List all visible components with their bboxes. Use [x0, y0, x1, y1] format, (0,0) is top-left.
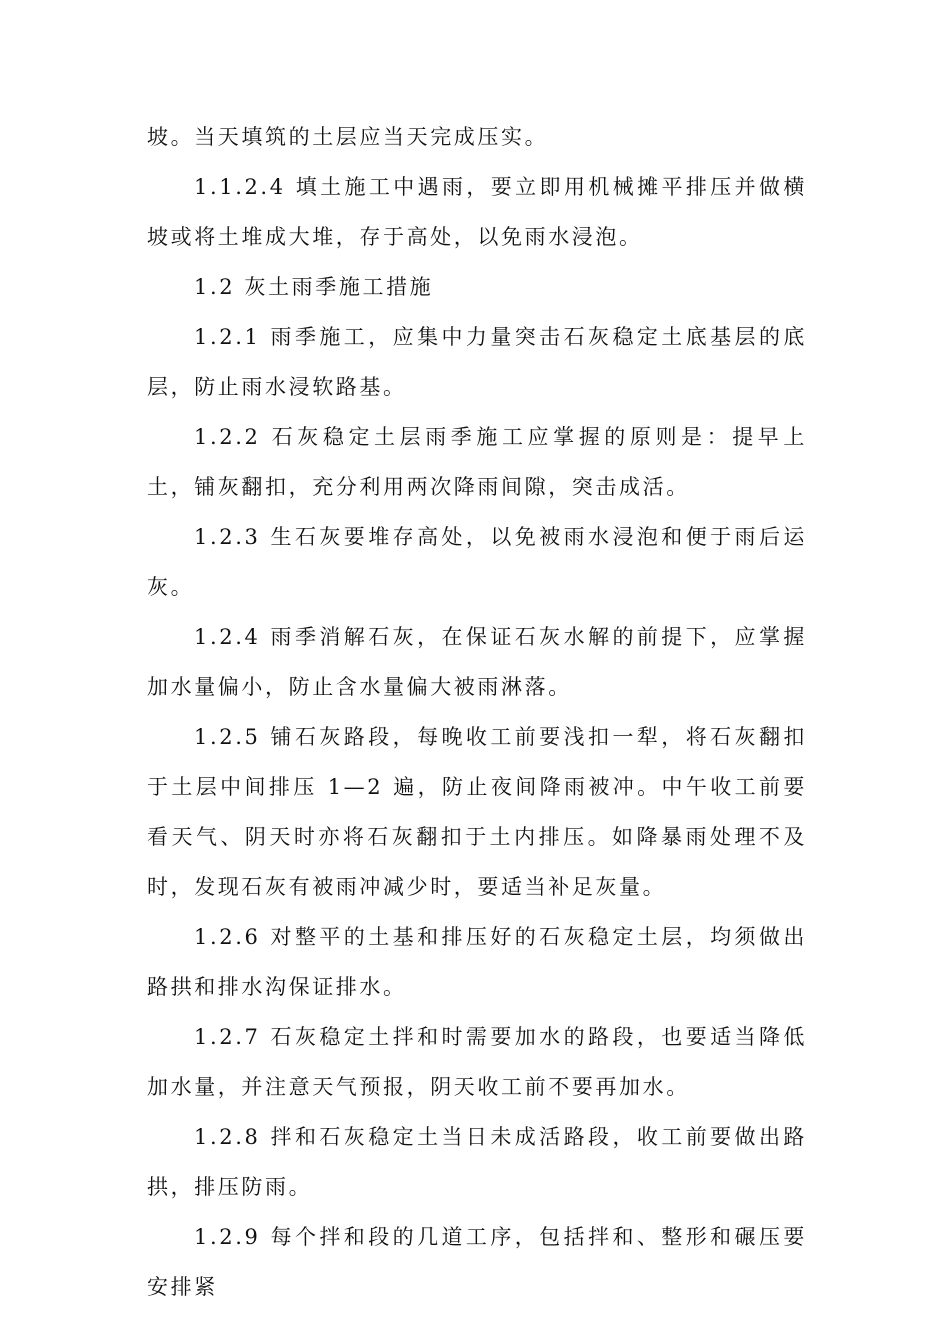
paragraph-1-2-5: 1.2.5 铺石灰路段，每晚收工前要浅扣一犁，将石灰翻扣于土层中间排压 1—2 遍，防止夜间降雨被冲。中午收工前要看天气、阴天时亦将石灰翻扣于土内排压。如降暴雨处理不及时，发现石灰有被雨冲减少时，要适当补足灰量。: [147, 725, 807, 899]
paragraph-1-2-3: 1.2.3 生石灰要堆存高处，以免被雨水浸泡和便于雨后运灰。: [147, 525, 807, 599]
paragraph-1-2-1: 1.2.1 雨季施工，应集中力量突击石灰稳定土底基层的底层，防止雨水浸软路基。: [147, 325, 807, 399]
document-body: [147, 112, 807, 1312]
paragraph-1-2-4: 1.2.4 雨季消解石灰，在保证石灰水解的前提下，应掌握加水量偏小，防止含水量偏大被雨淋落。: [147, 625, 807, 699]
paragraph-1-2-2: 1.2.2 石灰稳定土层雨季施工应掌握的原则是：提早上土，铺灰翻扣，充分利用两次降雨间隙，突击成活。: [147, 425, 807, 499]
section-heading-1-2: 1.2 灰土雨季施工措施: [194, 275, 434, 299]
paragraph-1-2-7: 1.2.7 石灰稳定土拌和时需要加水的路段，也要适当降低加水量，并注意天气预报，阴天收工前不要再加水。: [147, 1025, 807, 1099]
paragraph-1-2-9: 1.2.9 每个拌和段的几道工序，包括拌和、整形和碾压要安排紧: [147, 1225, 807, 1299]
paragraph-1-2-8: 1.2.8 拌和石灰稳定土当日未成活路段，收工前要做出路拱，排压防雨。: [147, 1125, 807, 1199]
paragraph-1-2-6: 1.2.6 对整平的土基和排压好的石灰稳定土层，均须做出路拱和排水沟保证排水。: [147, 925, 807, 999]
paragraph-1-1-2-4: 1.1.2.4 填土施工中遇雨，要立即用机械摊平排压并做横坡或将土堆成大堆，存于高处，以免雨水浸泡。: [147, 175, 807, 249]
paragraph-continuation: 坡。当天填筑的土层应当天完成压实。: [147, 125, 549, 149]
